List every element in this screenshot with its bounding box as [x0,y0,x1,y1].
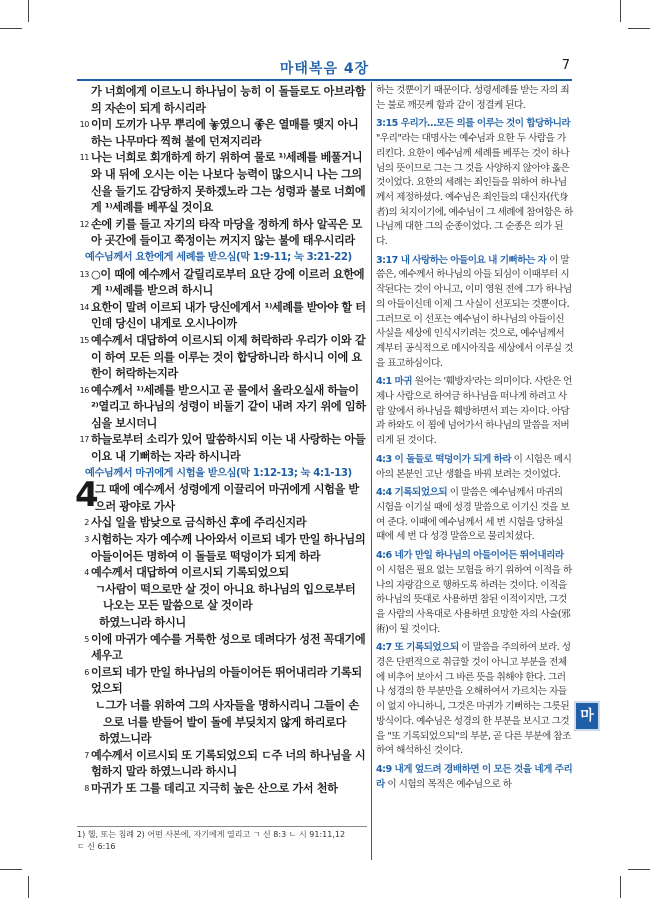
page-number: 7 [561,58,570,73]
verse-number: 14 [79,302,89,312]
commentary-reference: 4:7 또 기록되었으되 [376,642,459,654]
verse [77,217,367,250]
scripture-quote: ㄱ사람이 떡으로만 살 것이 아니요 하나님의 입으로부터 나오는 모든 말씀으로 살 것이라 [95,582,356,613]
verse-number: 6 [84,667,89,677]
verse-text: ○이 때에 예수께서 갈릴리로부터 요단 강에 이르러 요한에게 ¹⁾세례를 받으려 하시니 [91,267,365,298]
verse-number: 7 [84,750,89,760]
footnote-divider [77,826,367,827]
commentary-reference: 3:17 내 사랑하는 아들이요 내 기뻐하는 자 [376,254,547,266]
verse [77,333,367,383]
verse-text: 이르되 네가 만일 하나님의 아들이어든 뛰어내리라 기록되었으되 [91,665,362,696]
verse-continuation: 하였느니라 [99,732,152,746]
verse-text: 그 때에 예수께서 성령에게 이끌리어 마귀에게 시험을 받으러 광야로 가사 [95,483,359,513]
commentary-text: 하는 것뿐이기 때문이다. 성령세례를 받는 자의 죄는 불로 깨끗케 함과 같이 정결케 된다. [376,85,570,111]
verse [77,748,367,781]
verse [77,665,367,698]
page-title: 마태복음 4장 [279,61,370,77]
verse-number: 11 [79,153,89,163]
column-divider [371,82,372,860]
commentary-column [376,84,573,796]
commentary-note [376,254,573,372]
verse [77,515,367,532]
commentary-reference: 4:3 이 돌들로 떡덩이가 되게 하라 [376,453,512,465]
header-divider [77,79,572,81]
scripture-column [77,84,367,798]
verse [77,300,367,333]
verse [77,150,367,216]
verse-text: 사십 일을 밤낮으로 금식하신 후에 주리신지라 [91,516,307,530]
footnote-line: 1) 헬, 또는 침례 2) 어떤 사본에, 자기에게 열리고 ㄱ 신 8:3 ㄴ 시 91:11,12 [77,830,346,839]
verse-text: 이에 마귀가 예수를 거룩한 성으로 데려다가 성전 꼭대기에 세우고 [91,632,366,663]
verse [77,565,367,582]
section-heading: 예수님께서 요한에게 세례를 받으심(막 1:9-11; 눅 3:21-22) [85,251,352,263]
verse [77,383,367,433]
verse-number: 16 [79,385,89,395]
footnote-line: ㄷ 신 6:16 [77,842,116,851]
verse-continuation: 가 너희에게 이르노니 하나님이 능히 이 돌들로도 아브라함의 자손이 되게 하시리라 [91,85,366,115]
verse-text: 시험하는 자가 예수께 나아와서 이르되 네가 만일 하나님의 아들이어든 명하여 이 돌들로 떡덩이가 되게 하라 [91,533,366,563]
verse-number: 15 [79,335,89,345]
verse-text: 예수께서 대답하여 이르시되 이제 허락하라 우리가 이와 같이 하여 모든 의를 이루는 것이 합당하니라 하시니 이에 요한이 허락하는지라 [91,333,366,381]
commentary-text: 이 시험은 메시아의 본분인 고난 생활을 바꿔 보려는 것이었다. [376,453,572,480]
verse-text: 손에 키를 들고 자기의 타작 마당을 정하게 하사 알곡은 모아 곳간에 들이고 쭉정이는 꺼지지 않는 불에 태우시리라 [91,217,362,248]
verse-number: 3 [84,535,89,545]
scripture-quote: ㄴ그가 너를 위하여 그의 사자들을 명하시리니 그들이 손으로 너를 받들어 발이 돌에 부딪치지 않게 하리로다 [95,698,359,729]
commentary-reference: 4:9 내게 엎드려 경배하면 이 모든 것을 네게 주리라 [376,763,573,790]
verse-text: 마귀가 또 그를 데리고 지극히 높은 산으로 가서 천하 [91,781,338,795]
commentary-reference: 3:15 우리가…모든 의를 이루는 것이 합당하니라 [376,118,571,130]
commentary-note [376,453,573,482]
verse-text: 예수께서 대답하여 이르시되 기록되었으되 [91,566,289,580]
verse-number: 8 [84,783,89,793]
commentary-note [376,549,573,637]
section-heading: 예수님께서 마귀에게 시험을 받으심(막 1:12-13; 눅 4:1-13) [85,467,352,479]
verse [77,632,367,665]
verse-text: 나는 너희로 회개하게 하기 위하여 물로 ¹⁾세례를 베풀거니와 내 뒤에 오시는 이는 나보다 능력이 많으시니 나는 그의 신을 들기도 감당하지 못하겠노라 그는 성령과 불로 너희에게 ¹⁾세례를 베푸실 것이요 [91,151,366,215]
commentary-reference: 4:1 마귀 [376,376,413,388]
verse-number: 4 [84,568,89,578]
commentary-text: 이 시험의 목적은 예수님으로 하 [384,778,512,790]
commentary-text: 원어는 '훼방자'라는 의미이다. 사탄은 언제나 사람으로 하여금 하나님을 떠나게 하려고 사람 앞에서 하나님을 훼방하면서 꾀는 자이다. 아담과 하와도 이 꾐에 넘어가서 하나님의 말씀을 저버리게 된 것이다. [376,376,572,447]
verse-number: 5 [84,634,89,644]
commentary-text: 이 말씀을 주의하여 보라. 성경은 단편적으로 취급할 것이 아니고 부분을 전체에 비추어 보아서 그 바른 뜻을 취해야 한다. 그러나 성경의 한 부분만을 오해하여서 가르치는 자들이 없지 아니하니, 그것은 마귀가 기뻐하는 그릇된 방식이다. 예수님은 성경의 한 부분을 보시고 그것을 "또 기록되었으되"의 부분, 곧 다른 부분에 참조하여 해석하신 것이다. [376,642,571,757]
page-header [77,56,572,78]
verse-text: 이미 도끼가 나무 뿌리에 놓였으니 좋은 열매를 맺지 아니하는 나무마다 찍혀 불에 던져지리라 [91,118,359,148]
verse-number: 17 [79,435,89,445]
verse [77,267,367,300]
verse [77,532,367,565]
verse [77,432,367,465]
verse-number: 2 [84,518,89,528]
chapter-number: 4 [75,475,99,516]
commentary-note [376,375,573,449]
commentary-note [376,84,573,113]
verse-text: 예수께서 이르시되 또 기록되었으되 ㄷ주 너의 하나님을 시험하지 말라 하였느니라 하시니 [91,748,366,779]
commentary-note [376,486,573,545]
verse-continuation: 하였느니라 하시니 [99,616,186,629]
commentary-note [376,117,573,249]
verse [77,117,367,150]
commentary-reference: 4:4 기록되었으되 [376,487,448,499]
chapter-start [75,475,367,516]
verse-text: 하늘로부터 소리가 있어 말씀하시되 이는 내 사랑하는 아들이요 내 기뻐하는 자라 하시니라 [91,433,366,464]
verse-number: 10 [79,120,89,130]
verse-number: 13 [79,269,89,279]
commentary-note [376,641,573,759]
thumb-index-tab[interactable]: 마 [576,703,598,729]
verse [77,781,367,798]
verse-text: 요한이 말려 이르되 내가 당신에게서 ¹⁾세례를 받아야 할 터인데 당신이 내게로 오시나이까 [91,300,366,331]
verse-text: 예수께서 ¹⁾세례를 받으시고 곧 물에서 올라오실새 하늘이 ²⁾열리고 하나님의 성령이 비둘기 같이 내려 자기 위에 임하심을 보시더니 [91,383,366,430]
verse-number: 12 [79,219,89,229]
commentary-text: 이 시험은 필요 없는 모험을 하기 위하여 이적을 하나의 자랑감으로 행하도록 하려는 것이다. 이적을 하나님의 뜻대로 사용하면 참된 이적이지만, 그것을 사람의 사욕대로 사용하면 요망한 자의 사술(邪術)이 될 것이다. [376,564,572,635]
commentary-text: 이 말씀은 예수님께서 마귀의 시험을 이기실 때에 성경 말씀으로 이기신 것을 보여 준다. 이때에 예수님께서 세 번 시험을 당하실 때에 세 번 다 성경 말씀으로 물리치셨다. [376,487,570,543]
commentary-reference: 4:6 네가 만일 하나님의 아들이어든 뛰어내리라 [376,550,564,562]
footnotes [77,829,367,853]
commentary-text: 이 말씀은, 예수께서 하나님의 아들 되심이 이때부터 시작된다는 것이 아니고, 이미 영원 전에 그가 하나님의 아들이신데 이제 그 사실이 선포되는 것뿐이다. 그러므로 이 선포는 예수님이 하나님의 아들이신 사실을 세상에 인식시키려는 것으로, 예수님께서 계부터 공식적으로 메시아직을 세상에서 이루실 것을 표고하심이다. [376,254,573,369]
commentary-note [376,763,573,792]
commentary-text: "우리"라는 대명사는 예수님과 요한 두 사람을 가리킨다. 요한이 예수님께 세례를 베푸는 것이 하나님의 뜻이므로 그는 그 것을 사양하지 않아야 옳은 것이었다. 요한의 세례는 죄인들을 위하여 하나님께서 제정하셨다. 예수님은 죄인들의 대신자(代身者)의 처지이기에, 예수님이 그 세례에 참여함은 하나님께 대한 그의 순종이었다. 그 순종은 의가 된다. [376,133,573,248]
